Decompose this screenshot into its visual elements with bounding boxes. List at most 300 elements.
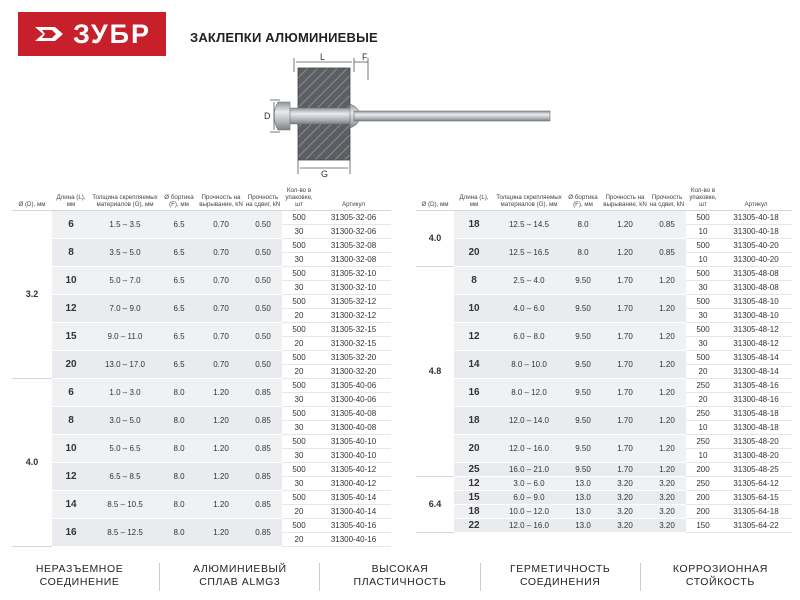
article-cell: 31300-48-20 (720, 449, 792, 463)
length-cell: 18 (454, 407, 494, 435)
header-diameter: Ø (D), мм (416, 178, 454, 211)
length-cell: 8 (52, 407, 90, 435)
qty-cell: 500 (686, 295, 720, 309)
grip-cell: 5.0 – 6.5 (90, 435, 160, 463)
shear-cell: 0.50 (244, 267, 282, 295)
shear-cell: 3.20 (648, 477, 686, 491)
feature-line-1: ВЫСОКАЯ (371, 563, 429, 575)
qty-cell: 200 (686, 491, 720, 505)
shear-cell: 0.50 (244, 351, 282, 379)
article-cell: 31300-32-06 (316, 225, 391, 239)
header-tensile: Прочность на вырывание, kN (602, 178, 648, 211)
qty-cell: 20 (282, 337, 316, 351)
wrench-logo-icon (33, 21, 67, 47)
qty-cell: 150 (686, 519, 720, 533)
article-cell: 31305-48-14 (720, 351, 792, 365)
qty-cell: 200 (686, 463, 720, 477)
qty-cell: 250 (686, 407, 720, 421)
article-cell: 31300-48-18 (720, 421, 792, 435)
spec-table-left-body (12, 211, 391, 547)
label-l: L (320, 52, 326, 62)
feature-line-2: СОЕДИНЕНИЕ (39, 576, 120, 588)
flange-cell: 8.0 (160, 519, 198, 547)
qty-cell: 500 (282, 267, 316, 281)
table-row (416, 379, 792, 393)
length-cell: 12 (52, 295, 90, 323)
label-g: G (321, 169, 329, 179)
feature-line-1: НЕРАЗЪЕМНОЕ (35, 563, 124, 575)
tensile-cell: 1.20 (198, 407, 244, 435)
feature-line-2: ПЛАСТИЧНОСТЬ (353, 576, 447, 588)
qty-cell: 250 (686, 379, 720, 393)
article-cell: 31305-48-10 (720, 295, 792, 309)
feature-line-2: СОЕДИНЕНИЯ (519, 576, 601, 588)
tensile-cell: 3.20 (602, 491, 648, 505)
grip-cell: 3.0 – 6.0 (494, 477, 564, 491)
table-row (12, 239, 391, 253)
length-cell: 20 (454, 239, 494, 267)
tensile-cell: 0.70 (198, 295, 244, 323)
article-cell: 31305-64-12 (720, 477, 792, 491)
grip-cell: 12.0 – 16.0 (494, 519, 564, 533)
table-row (416, 519, 792, 533)
article-cell: 31305-32-08 (316, 239, 391, 253)
flange-cell: 13.0 (564, 519, 602, 533)
length-cell: 10 (52, 267, 90, 295)
qty-cell: 500 (282, 519, 316, 533)
grip-cell: 12.0 – 16.0 (494, 435, 564, 463)
shear-cell: 1.20 (648, 435, 686, 463)
tensile-cell: 0.70 (198, 239, 244, 267)
qty-cell: 500 (282, 463, 316, 477)
length-cell: 14 (454, 351, 494, 379)
qty-cell: 500 (282, 211, 316, 225)
tensile-cell: 1.70 (602, 463, 648, 477)
article-cell: 31305-32-10 (316, 267, 391, 281)
qty-cell: 250 (686, 435, 720, 449)
header-tensile: Прочность на вырывание, kN (198, 178, 244, 211)
article-cell: 31300-48-08 (720, 281, 792, 295)
feature-item (640, 563, 800, 591)
tensile-cell: 1.70 (602, 407, 648, 435)
shear-cell: 1.20 (648, 295, 686, 323)
qty-cell: 250 (686, 477, 720, 491)
shear-cell: 0.85 (244, 435, 282, 463)
shear-cell: 0.50 (244, 239, 282, 267)
feature-line-1: АЛЮМИНИЕВЫЙ (193, 563, 287, 575)
article-cell: 31300-48-10 (720, 309, 792, 323)
article-cell: 31305-40-08 (316, 407, 391, 421)
qty-cell: 20 (686, 365, 720, 379)
tensile-cell: 3.20 (602, 477, 648, 491)
flange-cell: 8.0 (160, 463, 198, 491)
length-cell: 6 (52, 379, 90, 407)
grip-cell: 13.0 – 17.0 (90, 351, 160, 379)
spec-table-right (416, 178, 792, 533)
length-cell: 15 (52, 323, 90, 351)
qty-cell: 10 (686, 421, 720, 435)
flange-cell: 9.50 (564, 267, 602, 295)
shear-cell: 0.85 (244, 463, 282, 491)
header-shear: Прочность на сдвиг, kN (648, 178, 686, 211)
grip-cell: 3.5 – 5.0 (90, 239, 160, 267)
flange-cell: 6.5 (160, 267, 198, 295)
table-row (12, 295, 391, 309)
grip-cell: 6.0 – 9.0 (494, 491, 564, 505)
tensile-cell: 1.20 (198, 463, 244, 491)
grip-cell: 16.0 – 21.0 (494, 463, 564, 477)
feature-item (159, 563, 319, 591)
qty-cell: 10 (686, 225, 720, 239)
table-row (12, 323, 391, 337)
grip-cell: 12.5 – 16.5 (494, 239, 564, 267)
table-row (416, 323, 792, 337)
article-cell: 31305-40-06 (316, 379, 391, 393)
flange-cell: 8.0 (160, 379, 198, 407)
qty-cell: 500 (282, 435, 316, 449)
qty-cell: 20 (282, 533, 316, 547)
table-row (12, 267, 391, 281)
header-length: Длина (L), мм (52, 178, 90, 211)
table-row (12, 463, 391, 477)
flange-cell: 13.0 (564, 491, 602, 505)
shear-cell: 1.20 (648, 379, 686, 407)
length-cell: 10 (454, 295, 494, 323)
length-cell: 20 (52, 351, 90, 379)
tensile-cell: 1.20 (198, 519, 244, 547)
table-row (416, 351, 792, 365)
shear-cell: 0.85 (244, 519, 282, 547)
shear-cell: 0.85 (244, 407, 282, 435)
tensile-cell: 0.70 (198, 267, 244, 295)
table-row (416, 295, 792, 309)
qty-cell: 10 (686, 449, 720, 463)
qty-cell: 30 (282, 477, 316, 491)
flange-cell: 9.50 (564, 295, 602, 323)
spec-table-right-body (416, 211, 792, 533)
length-cell: 12 (52, 463, 90, 491)
grip-cell: 12.0 – 14.0 (494, 407, 564, 435)
article-cell: 31305-48-08 (720, 267, 792, 281)
table-row (12, 519, 391, 533)
grip-cell: 5.0 – 7.0 (90, 267, 160, 295)
length-cell: 20 (454, 435, 494, 463)
grip-cell: 4.0 – 6.0 (494, 295, 564, 323)
table-row (416, 491, 792, 505)
grip-cell: 6.0 – 8.0 (494, 323, 564, 351)
qty-cell: 500 (282, 379, 316, 393)
grip-cell: 8.5 – 12.5 (90, 519, 160, 547)
length-cell: 14 (52, 491, 90, 519)
article-cell: 31305-48-20 (720, 435, 792, 449)
qty-cell: 30 (282, 421, 316, 435)
article-cell: 31305-48-25 (720, 463, 792, 477)
header-flange: Ø бортика (F), мм (160, 178, 198, 211)
qty-cell: 30 (686, 281, 720, 295)
shear-cell: 1.20 (648, 463, 686, 477)
header-qty: Кол-во в упаковке, шт (282, 178, 316, 211)
article-cell: 31300-40-20 (720, 253, 792, 267)
tensile-cell: 1.70 (602, 323, 648, 351)
article-cell: 31305-32-06 (316, 211, 391, 225)
qty-cell: 30 (282, 449, 316, 463)
qty-cell: 30 (282, 225, 316, 239)
article-cell: 31300-40-12 (316, 477, 391, 491)
qty-cell: 200 (686, 505, 720, 519)
qty-cell: 500 (686, 351, 720, 365)
article-cell: 31305-64-18 (720, 505, 792, 519)
article-cell: 31300-40-18 (720, 225, 792, 239)
length-cell: 18 (454, 211, 494, 239)
feature-line-1: КОРРОЗИОННАЯ (672, 563, 768, 575)
label-d: D (264, 111, 271, 121)
article-cell: 31300-48-16 (720, 393, 792, 407)
article-cell: 31300-48-14 (720, 365, 792, 379)
features-strip (0, 562, 800, 592)
article-cell: 31300-40-06 (316, 393, 391, 407)
tensile-cell: 1.70 (602, 295, 648, 323)
article-cell: 31305-32-12 (316, 295, 391, 309)
article-cell: 31300-32-20 (316, 365, 391, 379)
qty-cell: 30 (282, 281, 316, 295)
article-cell: 31305-32-20 (316, 351, 391, 365)
article-cell: 31305-48-16 (720, 379, 792, 393)
qty-cell: 500 (282, 295, 316, 309)
grip-cell: 2.5 – 4.0 (494, 267, 564, 295)
table-row (416, 267, 792, 281)
article-cell: 31305-40-18 (720, 211, 792, 225)
shear-cell: 0.50 (244, 295, 282, 323)
flange-cell: 6.5 (160, 351, 198, 379)
header-qty: Кол-во в упаковке, шт (686, 178, 720, 211)
grip-cell: 12.5 – 14.5 (494, 211, 564, 239)
length-cell: 18 (454, 505, 494, 519)
flange-cell: 6.5 (160, 295, 198, 323)
diameter-cell: 4.0 (12, 379, 52, 547)
article-cell: 31300-40-16 (316, 533, 391, 547)
shear-cell: 3.20 (648, 491, 686, 505)
length-cell: 25 (454, 463, 494, 477)
diameter-cell: 6.4 (416, 477, 454, 533)
table-row (416, 463, 792, 477)
flange-cell: 9.50 (564, 351, 602, 379)
article-cell: 31305-48-18 (720, 407, 792, 421)
article-cell: 31305-48-12 (720, 323, 792, 337)
tensile-cell: 0.70 (198, 323, 244, 351)
flange-cell: 6.5 (160, 211, 198, 239)
tensile-cell: 1.70 (602, 435, 648, 463)
length-cell: 6 (52, 211, 90, 239)
tensile-cell: 1.20 (198, 435, 244, 463)
flange-cell: 6.5 (160, 323, 198, 351)
tensile-cell: 1.20 (198, 491, 244, 519)
flange-cell: 9.50 (564, 435, 602, 463)
spec-table-left (12, 178, 391, 547)
shear-cell: 1.20 (648, 323, 686, 351)
table-row (416, 211, 792, 225)
article-cell: 31305-40-20 (720, 239, 792, 253)
table-row (12, 407, 391, 421)
article-cell: 31305-40-16 (316, 519, 391, 533)
length-cell: 15 (454, 491, 494, 505)
article-cell: 31305-32-15 (316, 323, 391, 337)
shear-cell: 0.50 (244, 323, 282, 351)
length-cell: 12 (454, 477, 494, 491)
flange-cell: 8.0 (160, 407, 198, 435)
article-cell: 31300-40-08 (316, 421, 391, 435)
qty-cell: 30 (686, 309, 720, 323)
qty-cell: 30 (686, 337, 720, 351)
flange-cell: 13.0 (564, 505, 602, 519)
qty-cell: 500 (686, 239, 720, 253)
shear-cell: 3.20 (648, 519, 686, 533)
flange-cell: 9.50 (564, 407, 602, 435)
feature-line-1: ГЕРМЕТИЧНОСТЬ (510, 563, 611, 575)
qty-cell: 30 (282, 253, 316, 267)
qty-cell: 500 (282, 407, 316, 421)
grip-cell: 6.5 – 8.5 (90, 463, 160, 491)
table-row (12, 379, 391, 393)
brand-logo (18, 12, 166, 56)
grip-cell: 1.0 – 3.0 (90, 379, 160, 407)
article-cell: 31300-32-08 (316, 253, 391, 267)
article-cell: 31300-32-10 (316, 281, 391, 295)
table-row (416, 407, 792, 421)
grip-cell: 10.0 – 12.0 (494, 505, 564, 519)
header-shear: Прочность на сдвиг, kN (244, 178, 282, 211)
article-cell: 31305-64-15 (720, 491, 792, 505)
flange-cell: 9.50 (564, 323, 602, 351)
table-row (416, 505, 792, 519)
grip-cell: 8.5 – 10.5 (90, 491, 160, 519)
table-row (12, 491, 391, 505)
shear-cell: 3.20 (648, 505, 686, 519)
shear-cell: 0.85 (648, 211, 686, 239)
length-cell: 16 (454, 379, 494, 407)
table-row (416, 435, 792, 449)
feature-item (319, 563, 479, 591)
grip-cell: 8.0 – 10.0 (494, 351, 564, 379)
qty-cell: 20 (282, 309, 316, 323)
article-cell: 31300-32-12 (316, 309, 391, 323)
qty-cell: 500 (282, 323, 316, 337)
tensile-cell: 3.20 (602, 505, 648, 519)
header-grip: Толщина скрепляемых материалов (G), мм (90, 178, 160, 211)
length-cell: 8 (454, 267, 494, 295)
table-row (416, 239, 792, 253)
article-cell: 31300-40-10 (316, 449, 391, 463)
grip-cell: 8.0 – 12.0 (494, 379, 564, 407)
length-cell: 16 (52, 519, 90, 547)
table-row (12, 435, 391, 449)
header-grip: Толщина скрепляемых материалов (G), мм (494, 178, 564, 211)
qty-cell: 10 (686, 253, 720, 267)
length-cell: 22 (454, 519, 494, 533)
tensile-cell: 1.70 (602, 267, 648, 295)
feature-line-2: СТОЙКОСТЬ (685, 576, 755, 588)
header-flange: Ø бортика (F), мм (564, 178, 602, 211)
shear-cell: 0.85 (244, 379, 282, 407)
brand-name: ЗУБР (72, 18, 152, 49)
shear-cell: 0.85 (648, 239, 686, 267)
flange-cell: 13.0 (564, 477, 602, 491)
flange-cell: 8.0 (160, 491, 198, 519)
header-article: Артикул (720, 178, 792, 211)
length-cell: 12 (454, 323, 494, 351)
flange-cell: 8.0 (564, 211, 602, 239)
rivet-diagram (256, 50, 562, 180)
tensile-cell: 1.70 (602, 379, 648, 407)
diameter-cell: 4.8 (416, 267, 454, 477)
table-row (416, 477, 792, 491)
tensile-cell: 1.20 (198, 379, 244, 407)
feature-item (0, 563, 159, 591)
qty-cell: 20 (686, 393, 720, 407)
tensile-cell: 1.20 (602, 239, 648, 267)
grip-cell: 1.5 – 3.5 (90, 211, 160, 239)
length-cell: 10 (52, 435, 90, 463)
qty-cell: 20 (282, 365, 316, 379)
article-cell: 31305-64-22 (720, 519, 792, 533)
flange-cell: 9.50 (564, 379, 602, 407)
qty-cell: 20 (282, 505, 316, 519)
shear-cell: 1.20 (648, 407, 686, 435)
qty-cell: 500 (282, 351, 316, 365)
tensile-cell: 1.20 (602, 211, 648, 239)
qty-cell: 500 (282, 491, 316, 505)
diameter-cell: 3.2 (12, 211, 52, 379)
article-cell: 31300-32-15 (316, 337, 391, 351)
tensile-cell: 0.70 (198, 211, 244, 239)
label-f: F (362, 52, 368, 62)
grip-cell: 3.0 – 5.0 (90, 407, 160, 435)
qty-cell: 500 (686, 267, 720, 281)
shear-cell: 1.20 (648, 267, 686, 295)
flange-cell: 8.0 (160, 435, 198, 463)
table-row (12, 211, 391, 225)
header-article: Артикул (316, 178, 391, 211)
qty-cell: 500 (686, 211, 720, 225)
shear-cell: 0.50 (244, 211, 282, 239)
article-cell: 31305-40-10 (316, 435, 391, 449)
qty-cell: 30 (282, 393, 316, 407)
grip-cell: 9.0 – 11.0 (90, 323, 160, 351)
article-cell: 31305-40-14 (316, 491, 391, 505)
article-cell: 31300-48-12 (720, 337, 792, 351)
header-length: Длина (L), мм (454, 178, 494, 211)
qty-cell: 500 (282, 239, 316, 253)
grip-cell: 7.0 – 9.0 (90, 295, 160, 323)
article-cell: 31305-40-12 (316, 463, 391, 477)
page-title: ЗАКЛЕПКИ АЛЮМИНИЕВЫЕ (190, 30, 378, 45)
diameter-cell: 4.0 (416, 211, 454, 267)
qty-cell: 500 (686, 323, 720, 337)
article-cell: 31300-40-14 (316, 505, 391, 519)
feature-line-2: СПЛАВ ALMG3 (199, 576, 281, 588)
tensile-cell: 3.20 (602, 519, 648, 533)
shear-cell: 0.85 (244, 491, 282, 519)
header-diameter: Ø (D), мм (12, 178, 52, 211)
flange-cell: 9.50 (564, 463, 602, 477)
length-cell: 8 (52, 239, 90, 267)
feature-item (480, 563, 640, 591)
tensile-cell: 1.70 (602, 351, 648, 379)
flange-cell: 8.0 (564, 239, 602, 267)
flange-cell: 6.5 (160, 239, 198, 267)
tensile-cell: 0.70 (198, 351, 244, 379)
shear-cell: 1.20 (648, 351, 686, 379)
table-row (12, 351, 391, 365)
